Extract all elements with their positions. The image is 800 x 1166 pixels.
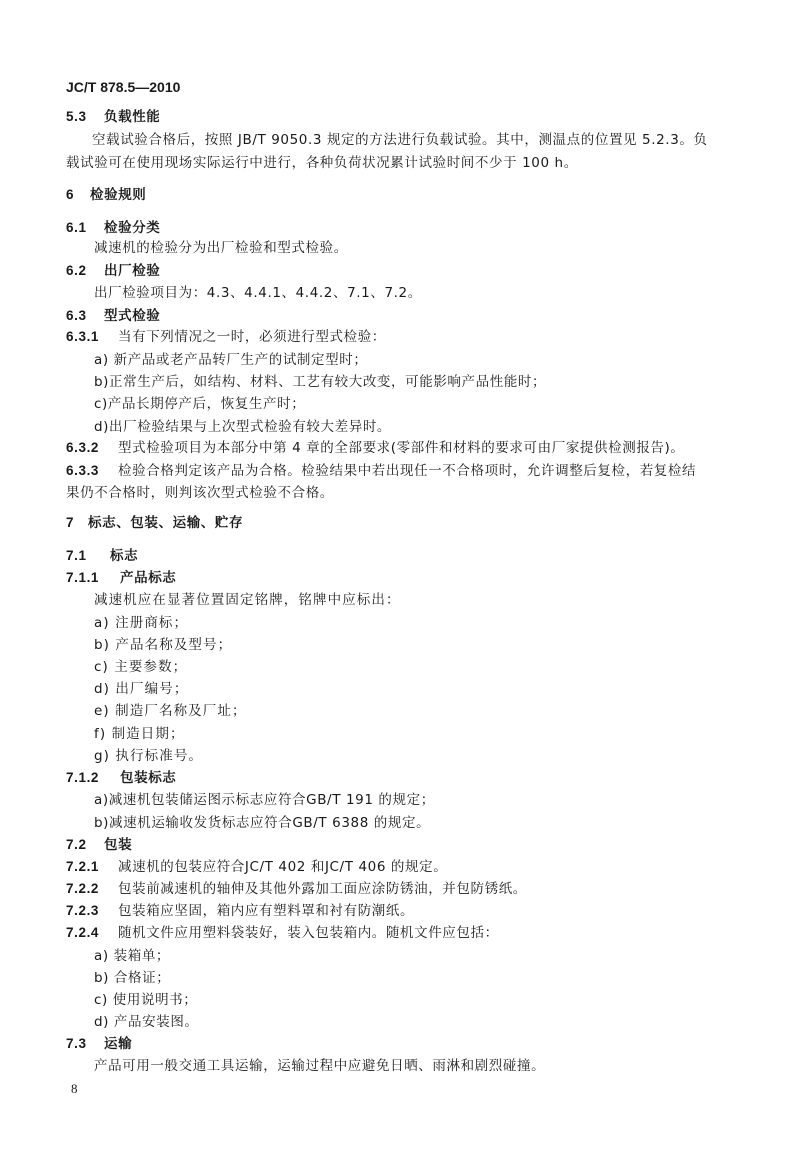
section-title: 负载性能 xyxy=(104,109,161,125)
paragraph-line: 空载试验合格后，按照 JB/T 9050.3 规定的方法进行负载试验。其中，测温点的位置见 5.2.3。负 xyxy=(92,132,708,148)
section-title: 出厂检验 xyxy=(104,263,161,279)
section-number: 6.3 xyxy=(66,308,87,323)
list-item: g) 执行标准号。 xyxy=(94,748,204,764)
clause-number: 7.2.3 xyxy=(66,903,100,918)
clause-text: 型式检验项目为本部分中第 4 章的全部要求(零部件和材料的要求可由厂家提供检测报告)。 xyxy=(118,440,685,456)
clause-7-2-4 xyxy=(66,924,499,942)
section-number: 6.1 xyxy=(66,220,87,235)
clause-text: 随机文件应用塑料袋装好，装入包装箱内。随机文件应包括： xyxy=(118,925,499,941)
list-item: c) 使用说明书； xyxy=(94,992,198,1008)
list-item: a)减速机包装储运图示标志应符合GB/T 191 的规定； xyxy=(94,792,435,808)
clause-7-2-2 xyxy=(66,880,527,898)
page-number: 8 xyxy=(71,1081,78,1096)
list-item: e) 制造厂名称及厂址； xyxy=(94,703,247,719)
list-item: d) 产品安装图。 xyxy=(94,1014,199,1030)
clause-number: 6.3.3 xyxy=(66,463,100,478)
section-title: 包装 xyxy=(104,837,133,853)
paragraph-line: 果仍不合格时，则判该次型式检验不合格。 xyxy=(66,485,334,501)
paragraph-line: 减速机应在显著位置固定铭牌，铭牌中应标出： xyxy=(94,592,401,608)
paragraph-line: 出厂检验项目为：4.3、4.4.1、4.4.2、7.1、7.2。 xyxy=(94,285,422,301)
section-5-3-heading xyxy=(66,108,160,126)
document-id-header: JC/T 878.5—2010 xyxy=(66,79,181,95)
paragraph-line: 减速机的检验分为出厂检验和型式检验。 xyxy=(94,240,348,256)
clause-number: 7.2.2 xyxy=(66,881,100,896)
clause-number: 7.2.4 xyxy=(66,925,100,940)
clause-title: 包装标志 xyxy=(120,770,177,786)
list-item: c) 主要参数； xyxy=(94,659,188,675)
list-item: b)正常生产后，如结构、材料、工艺有较大改变，可能影响产品性能时； xyxy=(94,374,547,390)
section-6-1-heading xyxy=(66,219,160,237)
section-6-2-heading xyxy=(66,262,160,280)
clause-7-2-3 xyxy=(66,902,414,920)
clause-text: 检验合格判定该产品为合格。检验结果中若出现任一不合格项时，允许调整后复检，若复检结 xyxy=(118,463,697,479)
section-7-3-heading xyxy=(66,1035,132,1053)
chapter-6-heading xyxy=(66,186,146,204)
clause-7-2-1 xyxy=(66,858,447,876)
chapter-7-heading xyxy=(66,514,243,532)
clause-6-3-3 xyxy=(66,462,696,480)
clause-title: 产品标志 xyxy=(120,570,177,586)
clause-text: 包装前减速机的轴伸及其他外露加工面应涂防锈油，并包防锈纸。 xyxy=(118,881,527,897)
section-7-2-heading xyxy=(66,836,132,854)
section-title: 标志 xyxy=(110,548,139,564)
list-item: b) 产品名称及型号； xyxy=(94,637,233,653)
section-number: 7.2 xyxy=(66,837,87,852)
clause-6-3-1 xyxy=(66,328,386,346)
chapter-title: 检验规则 xyxy=(90,187,147,203)
list-item: b) 合格证； xyxy=(94,970,171,986)
section-6-3-heading xyxy=(66,307,160,325)
paragraph-line: 产品可用一般交通工具运输，运输过程中应避免日晒、雨淋和剧烈碰撞。 xyxy=(94,1058,546,1074)
clause-number: 6.3.2 xyxy=(66,440,100,455)
clause-number: 7.2.1 xyxy=(66,859,100,874)
list-item: a) 装箱单； xyxy=(94,948,171,964)
section-number: 5.3 xyxy=(66,109,87,124)
section-number: 7.3 xyxy=(66,1036,87,1051)
clause-number: 7.1.2 xyxy=(66,770,100,785)
chapter-number: 6 xyxy=(66,187,75,202)
paragraph-line: 载试验可在使用现场实际运行中进行，各种负荷状况累计试验时间不少于 100 h。 xyxy=(66,155,578,171)
clause-number: 7.1.1 xyxy=(66,570,100,585)
section-7-1-heading xyxy=(66,547,138,565)
chapter-number: 7 xyxy=(66,515,75,530)
chapter-title: 标志、包装、运输、贮存 xyxy=(88,515,244,531)
list-item: d)出厂检验结果与上次型式检验有较大差异时。 xyxy=(94,419,392,435)
list-item: a) 新产品或老产品转厂生产的试制定型时； xyxy=(94,352,368,368)
clause-text: 当有下列情况之一时，必须进行型式检验： xyxy=(118,329,386,345)
section-number: 7.1 xyxy=(66,548,87,563)
section-title: 检验分类 xyxy=(104,220,161,236)
clause-7-1-1-heading xyxy=(66,569,176,587)
list-item: a) 注册商标； xyxy=(94,615,189,631)
list-item: d) 出厂编号； xyxy=(94,681,189,697)
clause-text: 减速机的包装应符合JC/T 402 和JC/T 406 的规定。 xyxy=(118,859,448,875)
list-item: b)减速机运输收发货标志应符合GB/T 6388 的规定。 xyxy=(94,815,431,831)
clause-number: 6.3.1 xyxy=(66,329,100,344)
clause-6-3-2 xyxy=(66,439,685,457)
clause-text: 包装箱应坚固，箱内应有塑料罩和衬有防潮纸。 xyxy=(118,903,415,919)
clause-7-1-2-heading xyxy=(66,769,176,787)
list-item: c)产品长期停产后，恢复生产时； xyxy=(94,396,306,412)
section-title: 型式检验 xyxy=(104,308,161,324)
section-number: 6.2 xyxy=(66,263,87,278)
list-item: f) 制造日期； xyxy=(94,726,185,742)
section-title: 运输 xyxy=(104,1036,133,1052)
